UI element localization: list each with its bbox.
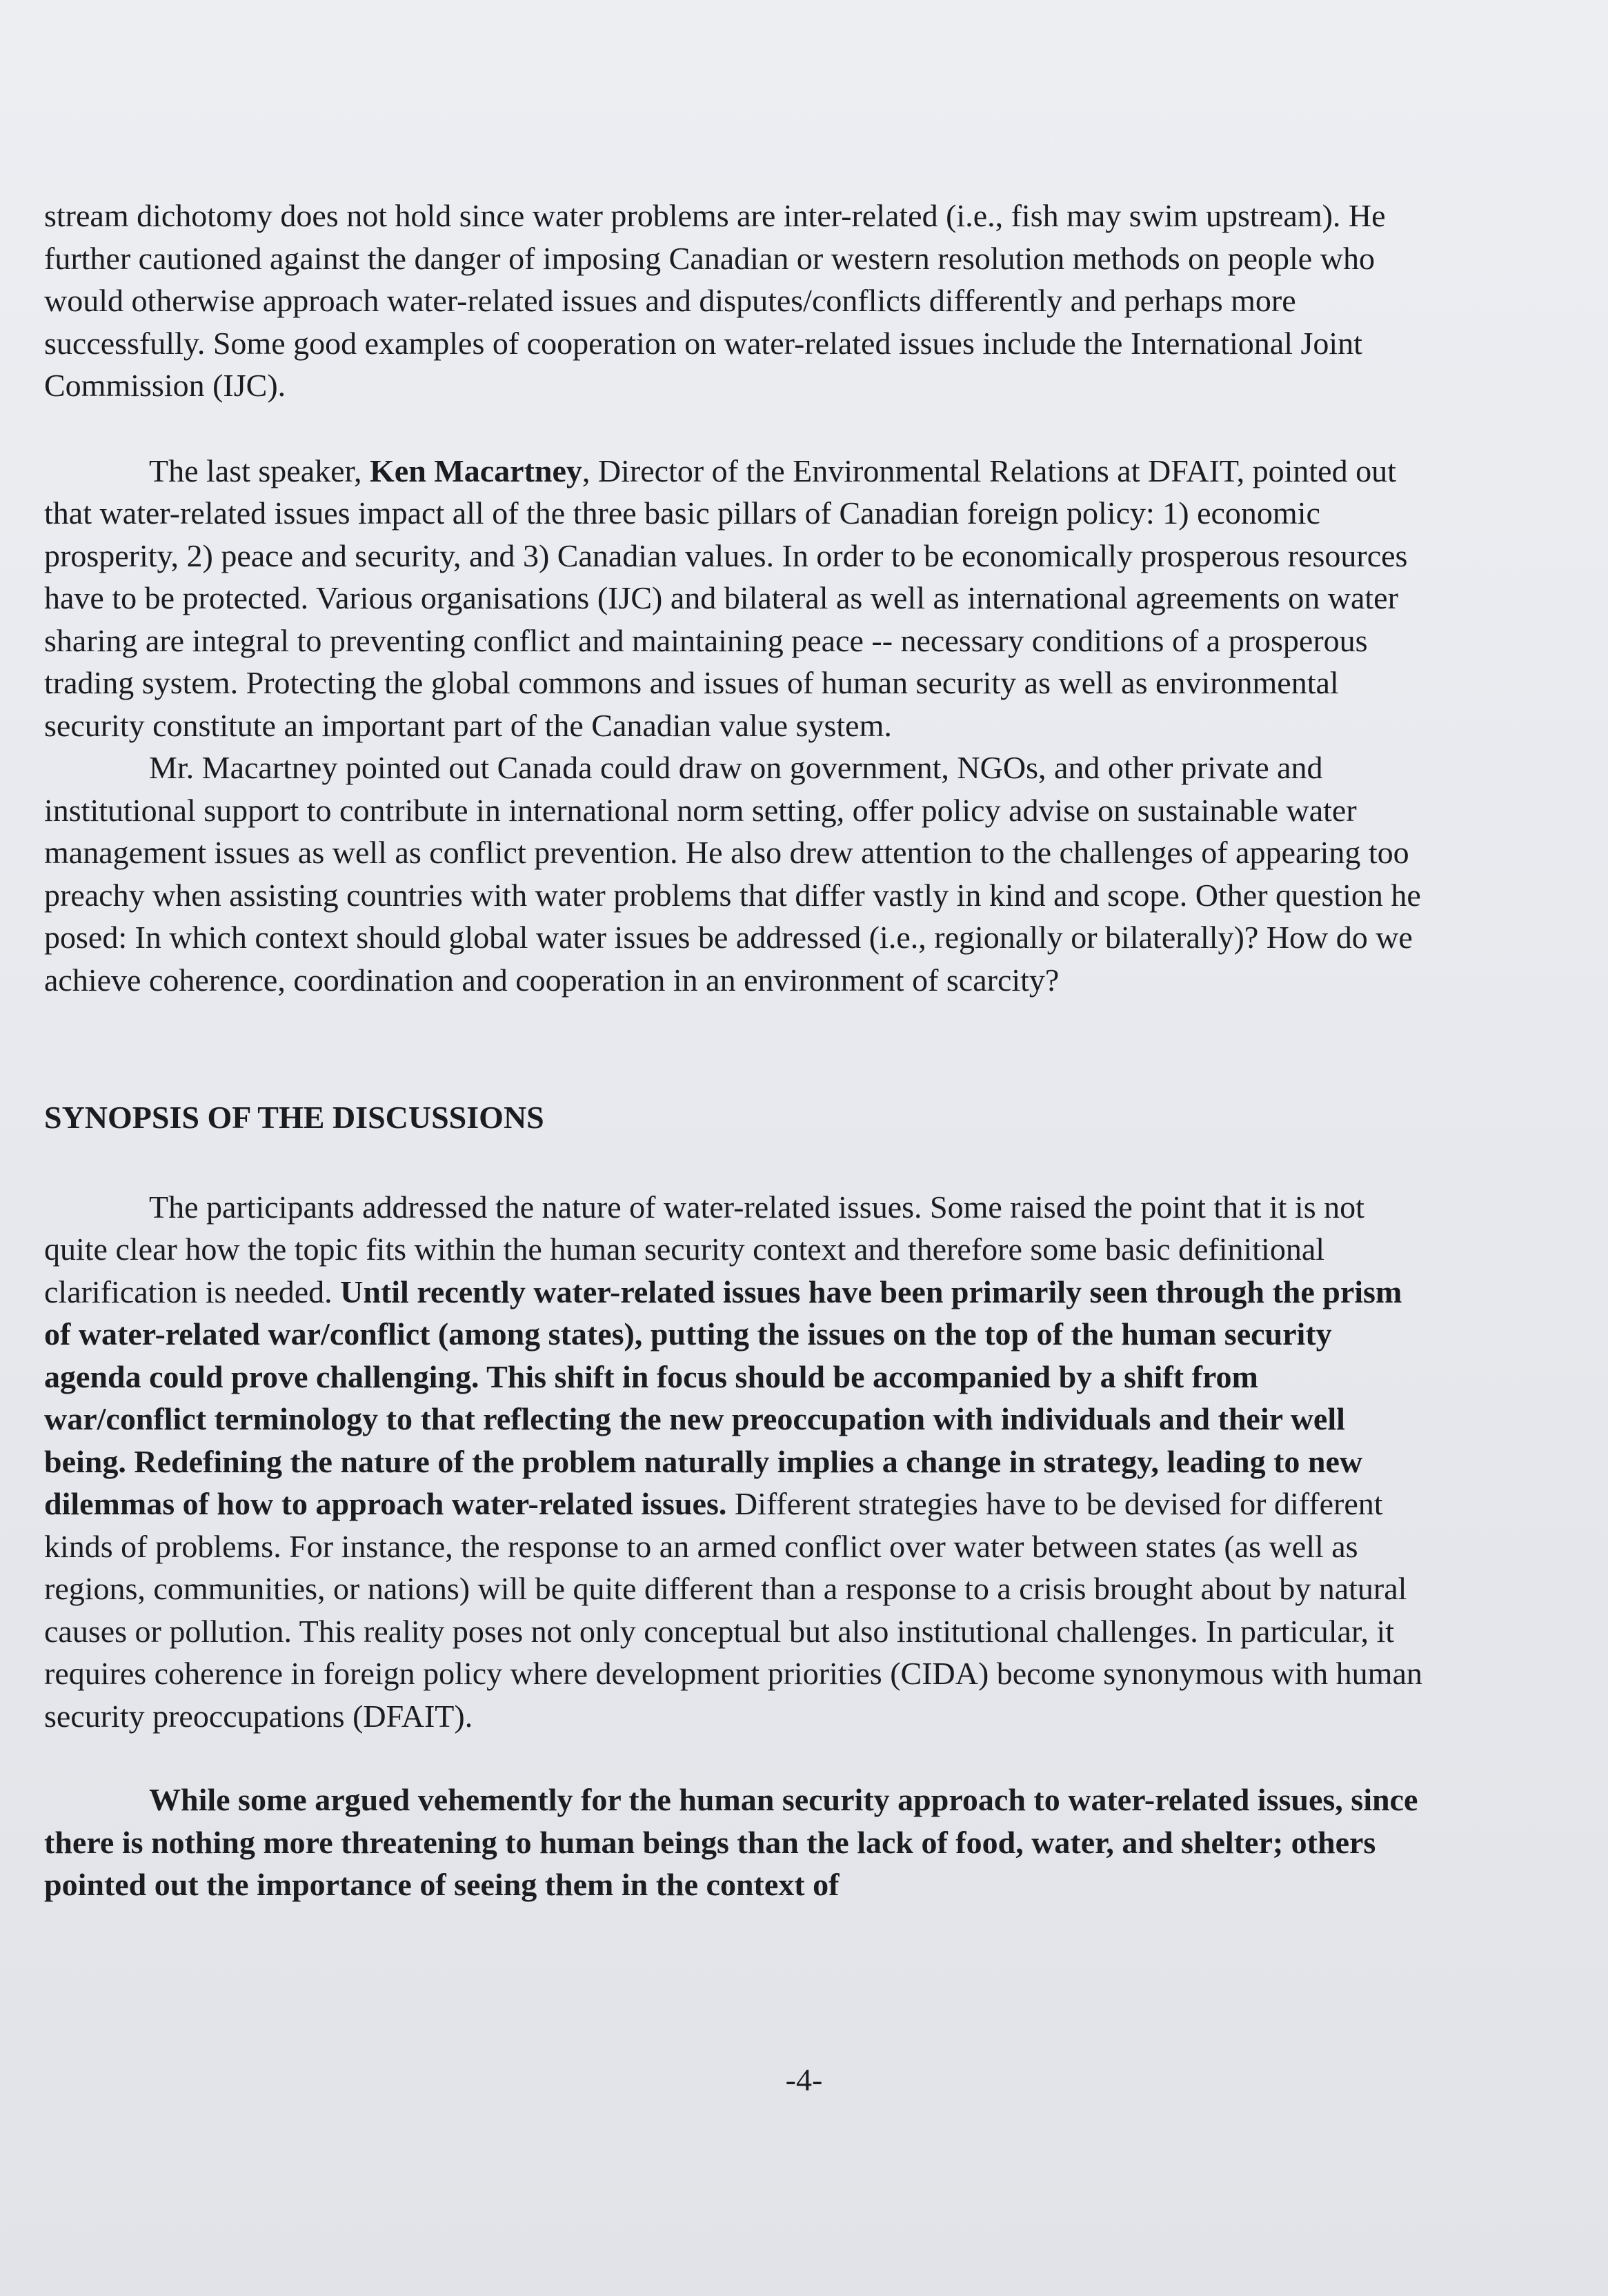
- speaker-name: Ken Macartney: [370, 453, 582, 488]
- paragraph-text: stream dichotomy does not hold since water problems are inter-related (i.e., fish may swim upstream). He further cautioned against the danger of imposing Canadian or western resolution methods on people who would otherwise approach water-related issues and disputes/conflicts differently and perhaps more successfully. Some good examples of cooperation on water-related issues include the International Joint Commission (IJC).: [44, 198, 1386, 403]
- paragraph-bold-text: While some argued vehemently for the human security approach to water-related issues, since there is nothing more threatening to human beings than the lack of food, water, and shelter; others pointed out the importance of seeing them in the context of: [44, 1782, 1418, 1902]
- page-number: -4-: [785, 2062, 823, 2097]
- paragraph-ken-macartney: [44, 450, 1424, 747]
- paragraph-text: Different strategies have to be devised for different kinds of problems. For instance, the response to an armed conflict over water between states (as well as regions, communities, or nations) will be quite different than a response to a crisis brought about by natural causes or pollution. This reality poses not only conceptual but also institutional challenges. In particular, it requires coherence in foreign policy where development priorities (CIDA) become synonymous with human security preoccupations (DFAIT).: [44, 1486, 1422, 1734]
- document-body: [44, 195, 1424, 1906]
- section-heading: SYNOPSIS OF THE DISCUSSIONS: [44, 1100, 544, 1135]
- paragraph-human-security: [44, 1779, 1424, 1906]
- paragraph-text: The participants addressed the nature of water-related issues. Some raised the point that it is not quite clear how the topic fits within the human security context and therefore some basic definitional clarification is needed.: [44, 1189, 1364, 1309]
- paragraph-text: , Director of the Environmental Relations at DFAIT, pointed out that water-related issues impact all of the three basic pillars of Canadian foreign policy: 1) economic prosperity, 2) peace and security, and 3) Canadian values. In order to be economically prosperous resources have to be protected. Various organisations (IJC) and bilateral as well as international agreements on water sharing are integral to preventing conflict and maintaining peace -- necessary conditions of a prosperous trading system. Protecting the global commons and issues of human security as well as environmental security constitute an important part of the Canadian value system.: [44, 453, 1408, 743]
- paragraph-bold-text: Until recently water-related issues have been primarily seen through the prism of water-related war/conflict (among states), putting the issues on the top of the human security agenda could prove challenging. This shift in focus should be accompanied by a shift from war/conflict terminology to that reflecting the new preoccupation with individuals and their well being. Redefining the nature of the problem naturally implies a change in strategy, leading to new dilemmas of how to approach water-related issues.: [44, 1274, 1402, 1521]
- paragraph-text: The last speaker,: [149, 453, 370, 488]
- paragraph-macartney-canada: [44, 746, 1424, 1001]
- paragraph-text: Mr. Macartney pointed out Canada could draw on government, NGOs, and other private and institutional support to contribute in international norm setting, offer policy advise on sustainable water management issues as well as conflict prevention. He also drew attention to the challenges of appearing too preachy when assisting countries with water problems that differ vastly in kind and scope. Other question he posed: In which context should global water issues be addressed (i.e., regionally or bilaterally)? How do we achieve coherence, coordination and cooperation in an environment of scarcity?: [44, 750, 1421, 998]
- paragraph-participants: [44, 1186, 1424, 1738]
- paragraph-fish-upstream: [44, 195, 1424, 407]
